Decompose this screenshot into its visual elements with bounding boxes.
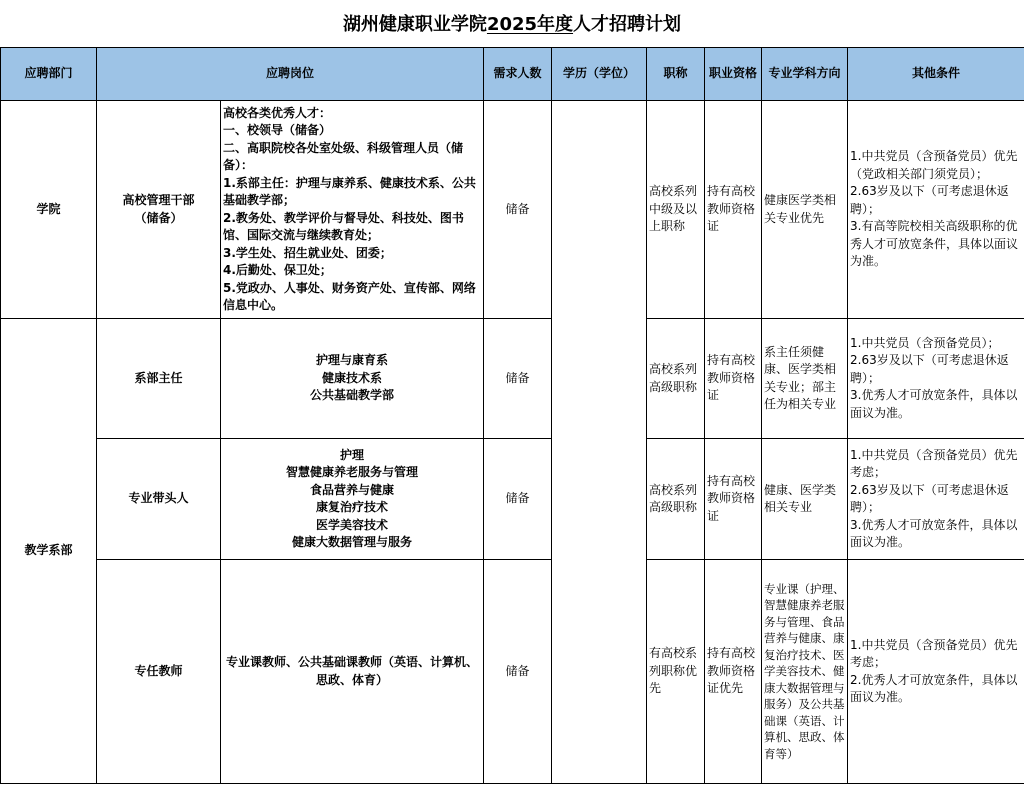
qualification-cell: 持有高校教师资格证 (705, 439, 762, 560)
post-cell: 系部主任 (97, 319, 221, 439)
title-cell: 高校系列中级及以上职称 (647, 101, 705, 319)
detail-cell: 护理 智慧健康养老服务与管理 食品营养与健康 康复治疗技术 医学美容技术 健康大数据管理与服务 (221, 439, 484, 560)
header-education: 学历（学位） (552, 48, 647, 101)
header-department: 应聘部门 (1, 48, 97, 101)
header-row (1, 48, 1024, 101)
post-cell: 高校管理干部 （储备） (97, 101, 221, 319)
qualification-cell: 持有高校教师资格证 (705, 101, 762, 319)
header-title: 职称 (647, 48, 705, 101)
header-major: 专业学科方向 (762, 48, 848, 101)
detail-cell: 高校各类优秀人才： 一、校领导（储备） 二、高职院校各处室处级、科级管理人员（储备）： 1.系部主任：护理与康养系、健康技术系、公共基础教学部； 2.教务处、教学评价与督导处、科技处、图书馆、国际交流与继续教育处； 3.学生处、招生就业处、团委； 4.后勤处、保卫处； 5.党政办、人事处、财务资产处、宣传部、网络信息中心。 (221, 101, 484, 319)
header-other: 其他条件 (848, 48, 1024, 101)
department-cell: 教学系部 (1, 319, 97, 784)
page-title (0, 0, 1024, 46)
table-row (1, 319, 1024, 439)
title-cell: 有高校系列职称优先 (647, 560, 705, 784)
detail-cell: 护理与康育系 健康技术系 公共基础教学部 (221, 319, 484, 439)
title-pre: 湖州健康职业学院 (342, 14, 487, 35)
title-post: 人才招聘计划 (573, 14, 682, 35)
major-cell: 系主任须健康、医学类相关专业；部主任为相关专业 (762, 319, 848, 439)
count-cell: 储备 (484, 319, 552, 439)
count-cell: 储备 (484, 101, 552, 319)
other-cell: 1.中共党员（含预备党员）优先考虑； 2.63岁及以下（可考虑退休返聘）； 3.优秀人才可放宽条件，具体以面议为准。 (848, 439, 1024, 560)
detail-cell: 专业课教师、公共基础课教师（英语、计算机、思政、体育） (221, 560, 484, 784)
table-row (1, 101, 1024, 319)
education-cell (552, 101, 647, 784)
department-cell: 学院 (1, 101, 97, 319)
other-cell: 1.中共党员（含预备党员）优先考虑； 2.优秀人才可放宽条件，具体以面议为准。 (848, 560, 1024, 784)
title-year: 2025年度 (486, 14, 574, 35)
title-cell: 高校系列高级职称 (647, 439, 705, 560)
header-post: 应聘岗位 (97, 48, 484, 101)
header-count: 需求人数 (484, 48, 552, 101)
count-cell: 储备 (484, 439, 552, 560)
qualification-cell: 持有高校教师资格证 (705, 319, 762, 439)
count-cell: 储备 (484, 560, 552, 784)
other-cell: 1.中共党员（含预备党员）优先（党政相关部门须党员）； 2.63岁及以下（可考虑退休返聘）； 3.有高等院校相关高级职称的优秀人才可放宽条件，具体以面议为准。 (848, 101, 1024, 319)
post-cell: 专任教师 (97, 560, 221, 784)
header-qualification: 职业资格 (705, 48, 762, 101)
major-cell: 专业课（护理、智慧健康养老服务与管理、食品营养与健康、康复治疗技术、医学美容技术、健康大数据管理与服务）及公共基础课（英语、计算机、思政、体育等） (762, 560, 848, 784)
recruitment-table (0, 47, 1024, 784)
table-row (1, 560, 1024, 784)
table-row (1, 439, 1024, 560)
major-cell: 健康、医学类相关专业 (762, 439, 848, 560)
post-cell: 专业带头人 (97, 439, 221, 560)
qualification-cell: 持有高校教师资格证优先 (705, 560, 762, 784)
title-cell: 高校系列高级职称 (647, 319, 705, 439)
other-cell: 1.中共党员（含预备党员）； 2.63岁及以下（可考虑退休返聘）； 3.优秀人才可放宽条件，具体以面议为准。 (848, 319, 1024, 439)
major-cell: 健康医学类相关专业优先 (762, 101, 848, 319)
